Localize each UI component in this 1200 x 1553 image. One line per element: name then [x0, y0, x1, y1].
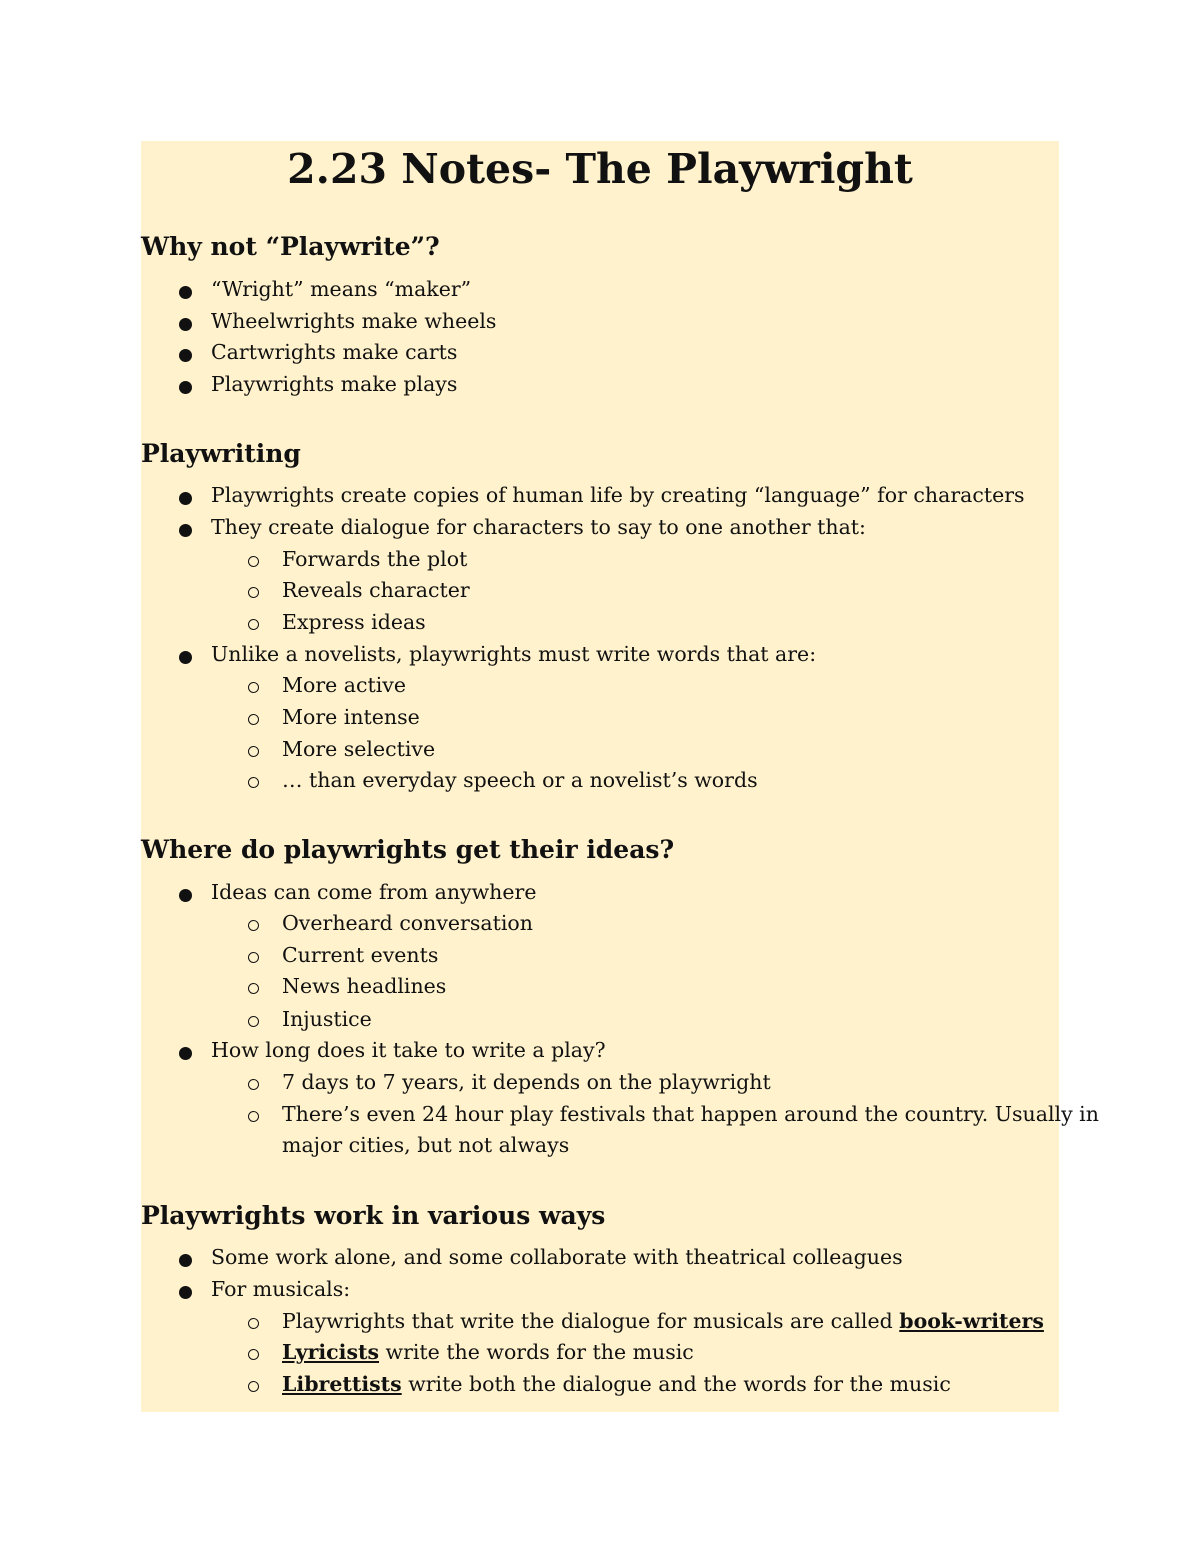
list-item: Playwrights create copies of human life by creating “language” for characters — [211, 483, 1025, 507]
bullet-dot-icon — [179, 1254, 192, 1267]
sub-list-item-continuation: major cities, but not always — [282, 1133, 570, 1157]
term-book-writers: book-writers — [899, 1309, 1044, 1333]
sub-bullet-circle-icon — [248, 1381, 259, 1392]
sub-bullet-circle-icon — [248, 952, 259, 963]
sub-list-item: News headlines — [282, 974, 447, 998]
list-item: Cartwrights make carts — [211, 340, 458, 364]
bullet-dot-icon — [179, 889, 192, 902]
sub-list-item: More active — [282, 673, 406, 697]
list-item: For musicals: — [211, 1277, 351, 1301]
sub-list-item — [282, 1309, 1044, 1333]
page-title: 2.23 Notes- The Playwright — [287, 145, 913, 193]
bullet-dot-icon — [179, 381, 192, 394]
term-librettists: Librettists — [282, 1372, 402, 1396]
bullet-dot-icon — [179, 286, 192, 299]
sub-bullet-circle-icon — [248, 1079, 259, 1090]
list-item: They create dialogue for characters to say to one another that: — [211, 515, 866, 539]
list-item: Some work alone, and some collaborate with theatrical colleagues — [211, 1245, 903, 1269]
sub-bullet-circle-icon — [248, 714, 259, 725]
sub-bullet-circle-icon — [248, 920, 259, 931]
sub-list-item: Overheard conversation — [282, 911, 533, 935]
sub-list-item: Injustice — [282, 1007, 372, 1031]
section-heading-where-ideas: Where do playwrights get their ideas? — [141, 835, 675, 864]
sub-list-item — [282, 1340, 694, 1364]
sub-bullet-circle-icon — [248, 1016, 259, 1027]
sub-list-item: 7 days to 7 years, it depends on the playwright — [282, 1070, 771, 1094]
sub-bullet-circle-icon — [248, 619, 259, 630]
list-item: How long does it take to write a play? — [211, 1038, 606, 1062]
sub-list-item: More selective — [282, 737, 436, 761]
sub-bullet-circle-icon — [248, 587, 259, 598]
sub-bullet-circle-icon — [248, 1349, 259, 1360]
list-item: Playwrights make plays — [211, 372, 458, 396]
section-heading-playwriting: Playwriting — [141, 439, 301, 468]
bullet-dot-icon — [179, 318, 192, 331]
text-segment: write the words for the music — [379, 1340, 694, 1364]
sub-list-item: Express ideas — [282, 610, 426, 634]
sub-list-item: More intense — [282, 705, 420, 729]
bullet-dot-icon — [179, 1286, 192, 1299]
bullet-dot-icon — [179, 349, 192, 362]
text-segment: Playwrights that write the dialogue for musicals are called — [282, 1309, 900, 1333]
text-segment: write both the dialogue and the words for the music — [401, 1372, 951, 1396]
bullet-dot-icon — [179, 1047, 192, 1060]
sub-list-item: There’s even 24 hour play festivals that happen around the country. Usually in — [282, 1102, 1099, 1126]
sub-bullet-circle-icon — [248, 682, 259, 693]
bullet-dot-icon — [179, 492, 192, 505]
sub-bullet-circle-icon — [248, 983, 259, 994]
sub-bullet-circle-icon — [248, 1318, 259, 1329]
sub-list-item: Forwards the plot — [282, 547, 468, 571]
bullet-dot-icon — [179, 524, 192, 537]
sub-bullet-circle-icon — [248, 746, 259, 757]
list-item: Wheelwrights make wheels — [211, 309, 497, 333]
sub-bullet-circle-icon — [248, 777, 259, 788]
sub-list-item: Current events — [282, 943, 439, 967]
list-item: Unlike a novelists, playwrights must write words that are: — [211, 642, 817, 666]
sub-list-item — [282, 1372, 951, 1396]
term-lyricists: Lyricists — [282, 1340, 380, 1364]
section-heading-why-not-playwrite: Why not “Playwrite”? — [141, 232, 440, 261]
list-item: Ideas can come from anywhere — [211, 880, 537, 904]
bullet-dot-icon — [179, 651, 192, 664]
section-heading-various-ways: Playwrights work in various ways — [141, 1201, 606, 1230]
sub-bullet-circle-icon — [248, 1111, 259, 1122]
sub-list-item: Reveals character — [282, 578, 470, 602]
list-item: “Wright” means “maker” — [211, 277, 472, 301]
notes-panel — [141, 141, 1099, 1412]
sub-bullet-circle-icon — [248, 556, 259, 567]
sub-list-item: … than everyday speech or a novelist’s words — [282, 768, 758, 792]
